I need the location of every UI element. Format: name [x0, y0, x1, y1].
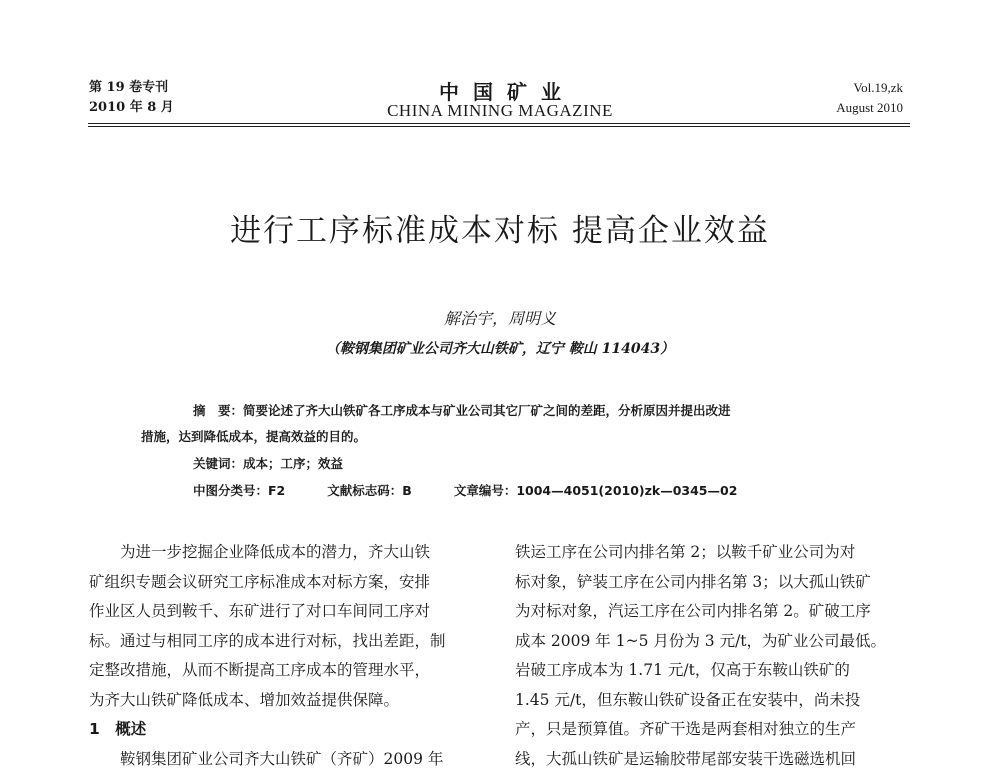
- body-line: 鞍钢集团矿业公司齐大山铁矿（齐矿）2009 年: [89, 745, 474, 774]
- volume-en: Vol.19,zk: [853, 80, 903, 96]
- clc-label: 中图分类号：: [193, 483, 268, 498]
- body-line: 铁运工序在公司内排名第 2；以鞍千矿业公司为对: [515, 538, 913, 568]
- article-no-value: 1004—4051(2010)zk—0345—02: [516, 483, 737, 498]
- abstract-line1: [193, 403, 731, 419]
- clc-value: F2: [268, 483, 285, 498]
- body-line: 为进一步挖掘企业降低成本的潜力，齐大山铁: [89, 538, 474, 568]
- body-line: 矿组织专题会议研究工序标准成本对标方案，安排: [89, 568, 474, 598]
- abstract-line2: 措施，达到降低成本，提高效益的目的。: [141, 429, 366, 445]
- journal-title-en: CHINA MINING MAGAZINE: [0, 101, 1000, 121]
- abstract-text: 简要论述了齐大山铁矿各工序成本与矿业公司其它厂矿之间的差距，分析原因并提出改进: [243, 403, 731, 418]
- body-line: 产，只是预算值。齐矿干选是两套相对独立的生产: [515, 715, 913, 745]
- doc-code-value: B: [402, 483, 412, 498]
- body-column-right: [515, 538, 913, 774]
- keywords: 成本；工序；效益: [243, 456, 343, 471]
- keywords-label: 关键词：: [193, 456, 243, 471]
- doc-code-label: 文献标志码：: [327, 483, 402, 498]
- body-line: 成本 2009 年 1~5 月份为 3 元/t，为矿业公司最低。: [515, 627, 913, 657]
- body-column-left: [89, 538, 474, 774]
- authors: 解治宇，周明义: [0, 306, 1000, 329]
- journal-title-cn: 中国矿业: [0, 76, 1000, 105]
- body-line: 为对标对象，汽运工序在公司内排名第 2。矿破工序: [515, 597, 913, 627]
- body-line: 岩破工序成本为 1.71 元/t，仅高于东鞍山铁矿的: [515, 656, 913, 686]
- body-line: 标。通过与相同工序的成本进行对标，找出差距，制: [89, 627, 474, 657]
- date-en: August 2010: [836, 100, 903, 116]
- abstract-label: 摘 要：: [193, 403, 243, 418]
- classification-line: [193, 483, 737, 499]
- header-rule-bottom: [88, 126, 910, 127]
- affiliation: （鞍钢集团矿业公司齐大山铁矿，辽宁 鞍山 114043）: [0, 338, 1000, 358]
- volume-issue: 第 19 卷专刊: [89, 80, 168, 96]
- body-line: 作业区人员到鞍千、东矿进行了对口车间同工序对: [89, 597, 474, 627]
- body-line: 为齐大山铁矿降低成本、增加效益提供保障。: [89, 686, 474, 716]
- body-line: 线，大孤山铁矿是运输胶带尾部安装干选磁选机回: [515, 745, 913, 774]
- body-line: 标对象，铲装工序在公司内排名第 3；以大孤山铁矿: [515, 568, 913, 598]
- body-line: 1.45 元/t，但东鞍山铁矿设备正在安装中，尚未投: [515, 686, 913, 716]
- section-heading: 1 概述: [89, 715, 474, 745]
- paper-title: 进行工序标准成本对标 提高企业效益: [0, 205, 1000, 250]
- publication-date: 2010 年 8 月: [89, 100, 174, 116]
- body-line: 定整改措施，从而不断提高工序成本的管理水平，: [89, 656, 474, 686]
- header-rule-top: [88, 123, 910, 124]
- keywords-line: [193, 456, 343, 472]
- article-no-label: 文章编号：: [454, 483, 517, 498]
